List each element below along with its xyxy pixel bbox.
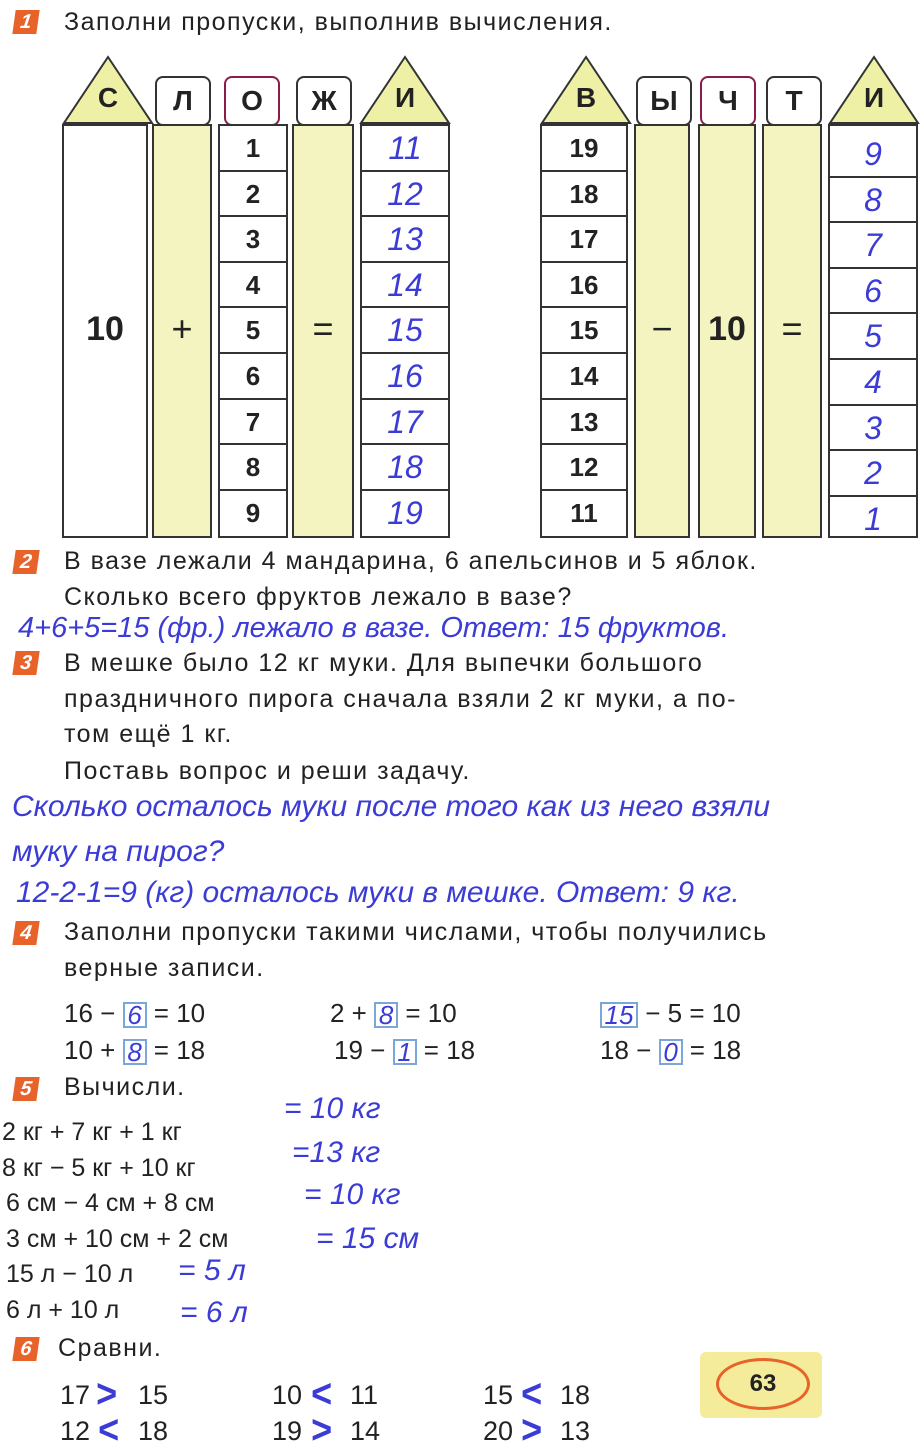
difference-cell-9: 1	[864, 500, 882, 537]
equation-3	[600, 998, 741, 1029]
cmp-b: 11	[350, 1380, 379, 1410]
letter-t: Т	[766, 76, 822, 126]
cmp-sign: >	[521, 1408, 543, 1452]
equation-5	[334, 1035, 475, 1066]
addend-cell-2: 2	[220, 172, 286, 218]
addend-cell-7: 7	[220, 400, 286, 446]
task2-line1: В вазе лежали 4 мандарина, 6 апельсинов и 5 яблок.	[64, 547, 758, 575]
calc-expr-4: 3 см + 10 см + 2 см	[6, 1225, 229, 1253]
cmp-sign: <	[521, 1372, 543, 1416]
minuend-cell-7: 13	[542, 400, 626, 446]
addend-cell-8: 8	[220, 445, 286, 491]
sum-cell-7: 17	[362, 400, 448, 446]
calc-expr-6: 6 л + 10 л	[6, 1296, 120, 1324]
difference-cell-6: 4	[830, 360, 916, 406]
sum-cell-6: 16	[362, 354, 448, 400]
addend-cell-5: 5	[220, 308, 286, 354]
calc-answer-6: = 6 л	[180, 1296, 248, 1329]
eq-right: − 5 = 10	[645, 998, 741, 1028]
plus-sign: +	[171, 308, 193, 349]
answer-box: 8	[123, 1039, 147, 1065]
equation-6	[600, 1035, 741, 1066]
letter-o: О	[224, 76, 280, 126]
minuend-cell-5: 15	[542, 308, 626, 354]
sum-cell-2: 12	[362, 172, 448, 218]
sum-cell-8: 18	[362, 445, 448, 491]
eq-left: 16 −	[64, 998, 116, 1028]
cmp-a: 19	[272, 1416, 303, 1446]
task3-answer-question: Сколько осталось муки после того как из него взяли	[12, 790, 771, 823]
equals-sign: =	[312, 308, 334, 349]
cmp-b: 15	[138, 1380, 169, 1410]
calc-answer-1: = 10 кг	[284, 1092, 381, 1125]
cmp-sign: <	[98, 1408, 120, 1452]
eq-right: = 10	[153, 998, 206, 1028]
task6-text: Сравни.	[58, 1334, 163, 1362]
task-number-5: 5	[12, 1077, 39, 1101]
minus-sign: −	[651, 308, 673, 349]
minuend-cell-3: 17	[542, 217, 626, 263]
task3-line3: том ещё 1 кг.	[64, 720, 233, 748]
eq-right: = 18	[153, 1035, 206, 1065]
calc-answer-5: = 5 л	[178, 1254, 246, 1287]
task2-line2: Сколько всего фруктов лежало в вазе?	[64, 583, 573, 611]
task3-line1: В мешке было 12 кг муки. Для выпечки большого	[64, 649, 704, 677]
cmp-sign: <	[311, 1372, 333, 1416]
eq-left: 2 +	[330, 998, 367, 1028]
minuend-cell-6: 14	[542, 354, 626, 400]
eq-right: = 10	[405, 998, 457, 1028]
task3-line2: праздничного пирога сначала взяли 2 кг муки, а по-	[64, 685, 737, 713]
sum-cell-1: 11	[362, 126, 448, 172]
task-number-1: 1	[12, 10, 39, 34]
letter-i: И	[394, 82, 416, 113]
task4-line1: Заполни пропуски такими числами, чтобы получились	[64, 918, 768, 946]
letter-v: В	[575, 82, 597, 113]
cmp-a: 10	[272, 1380, 303, 1410]
letter-ch: Ч	[700, 76, 756, 126]
eq-right: = 18	[423, 1035, 476, 1065]
calc-answer-4: = 15 см	[316, 1222, 420, 1255]
letter-y: Ы	[636, 76, 692, 126]
page-number-badge	[700, 1352, 822, 1418]
equation-2	[330, 998, 457, 1029]
eq-left: 19 −	[334, 1035, 386, 1065]
subtrahend: 10	[708, 310, 746, 348]
addend-cell-4: 4	[220, 263, 286, 309]
addend-cell-1: 1	[220, 126, 286, 172]
calc-expr-3: 6 см − 4 см + 8 см	[6, 1189, 215, 1217]
cmp-sign: >	[96, 1372, 118, 1416]
eq-left: 18 −	[600, 1035, 652, 1065]
minuend-cell-4: 16	[542, 263, 626, 309]
task3-answer-question2: муку на пирог?	[12, 835, 225, 868]
difference-cell-1: 9	[830, 132, 916, 178]
minuend-cell-2: 18	[542, 172, 626, 218]
letter-s: С	[97, 82, 119, 113]
difference-cell-3: 7	[830, 223, 916, 269]
difference-cell-8: 2	[830, 451, 916, 497]
calc-expr-5: 15 л − 10 л	[6, 1260, 134, 1288]
answer-box: 0	[659, 1039, 683, 1065]
cmp-sign: >	[311, 1408, 333, 1452]
cmp-b: 18	[138, 1416, 169, 1446]
equation-4	[64, 1035, 205, 1066]
minuend-cell-8: 12	[542, 445, 626, 491]
task2-answer: 4+6+5=15 (фр.) лежало в вазе. Ответ: 15 фруктов.	[18, 612, 729, 644]
calc-expr-2: 8 кг − 5 кг + 10 кг	[2, 1154, 196, 1182]
answer-box: 15	[600, 1002, 638, 1028]
answer-box: 1	[393, 1039, 417, 1065]
sum-cell-4: 14	[362, 263, 448, 309]
cmp-a: 20	[483, 1416, 514, 1446]
letter-l: Л	[155, 76, 211, 126]
cmp-b: 13	[560, 1416, 591, 1446]
task-number-6: 6	[12, 1337, 39, 1361]
task-number-4: 4	[12, 921, 39, 945]
letter-i2: И	[863, 82, 885, 113]
difference-cell-2: 8	[830, 178, 916, 224]
calc-answer-3: = 10 кг	[304, 1178, 401, 1211]
sum-cell-3: 13	[362, 217, 448, 263]
difference-cell-7: 3	[830, 406, 916, 452]
eq-left: 10 +	[64, 1035, 116, 1065]
cmp-b: 14	[350, 1416, 381, 1446]
addend-cell-9: 9	[245, 497, 261, 528]
task-number-3: 3	[12, 651, 39, 675]
task-number-2: 2	[12, 550, 39, 574]
equation-1	[64, 998, 205, 1029]
sum-cell-5: 15	[362, 308, 448, 354]
equals-sign2: =	[781, 308, 803, 349]
task3-line4: Поставь вопрос и реши задачу.	[64, 757, 471, 785]
cmp-a: 12	[60, 1416, 91, 1446]
first-operand: 10	[86, 310, 124, 348]
difference-cell-5: 5	[830, 314, 916, 360]
addend-cell-3: 3	[220, 217, 286, 263]
task1-text: Заполни пропуски, выполнив вычисления.	[64, 8, 613, 36]
letter-zh: Ж	[296, 76, 352, 126]
cmp-b: 18	[560, 1380, 591, 1410]
difference-cell-4: 6	[830, 269, 916, 315]
minuend-cell-9: 11	[570, 497, 598, 528]
task3-answer-solution: 12-2-1=9 (кг) осталось муки в мешке. Ответ: 9 кг.	[16, 876, 740, 909]
addend-cell-6: 6	[220, 354, 286, 400]
task4-line2: верные записи.	[64, 954, 265, 982]
cmp-a: 15	[483, 1380, 514, 1410]
page-number: 63	[716, 1358, 810, 1410]
task5-text: Вычисли.	[64, 1073, 186, 1101]
answer-box: 6	[123, 1002, 147, 1028]
eq-right: = 18	[689, 1035, 742, 1065]
calc-answer-2: =13 кг	[292, 1136, 381, 1169]
sum-cell-9: 19	[387, 494, 423, 531]
minuend-cell-1: 19	[542, 126, 626, 172]
cmp-a: 17	[60, 1380, 91, 1410]
answer-box: 8	[374, 1002, 398, 1028]
calc-expr-1: 2 кг + 7 кг + 1 кг	[2, 1118, 182, 1146]
